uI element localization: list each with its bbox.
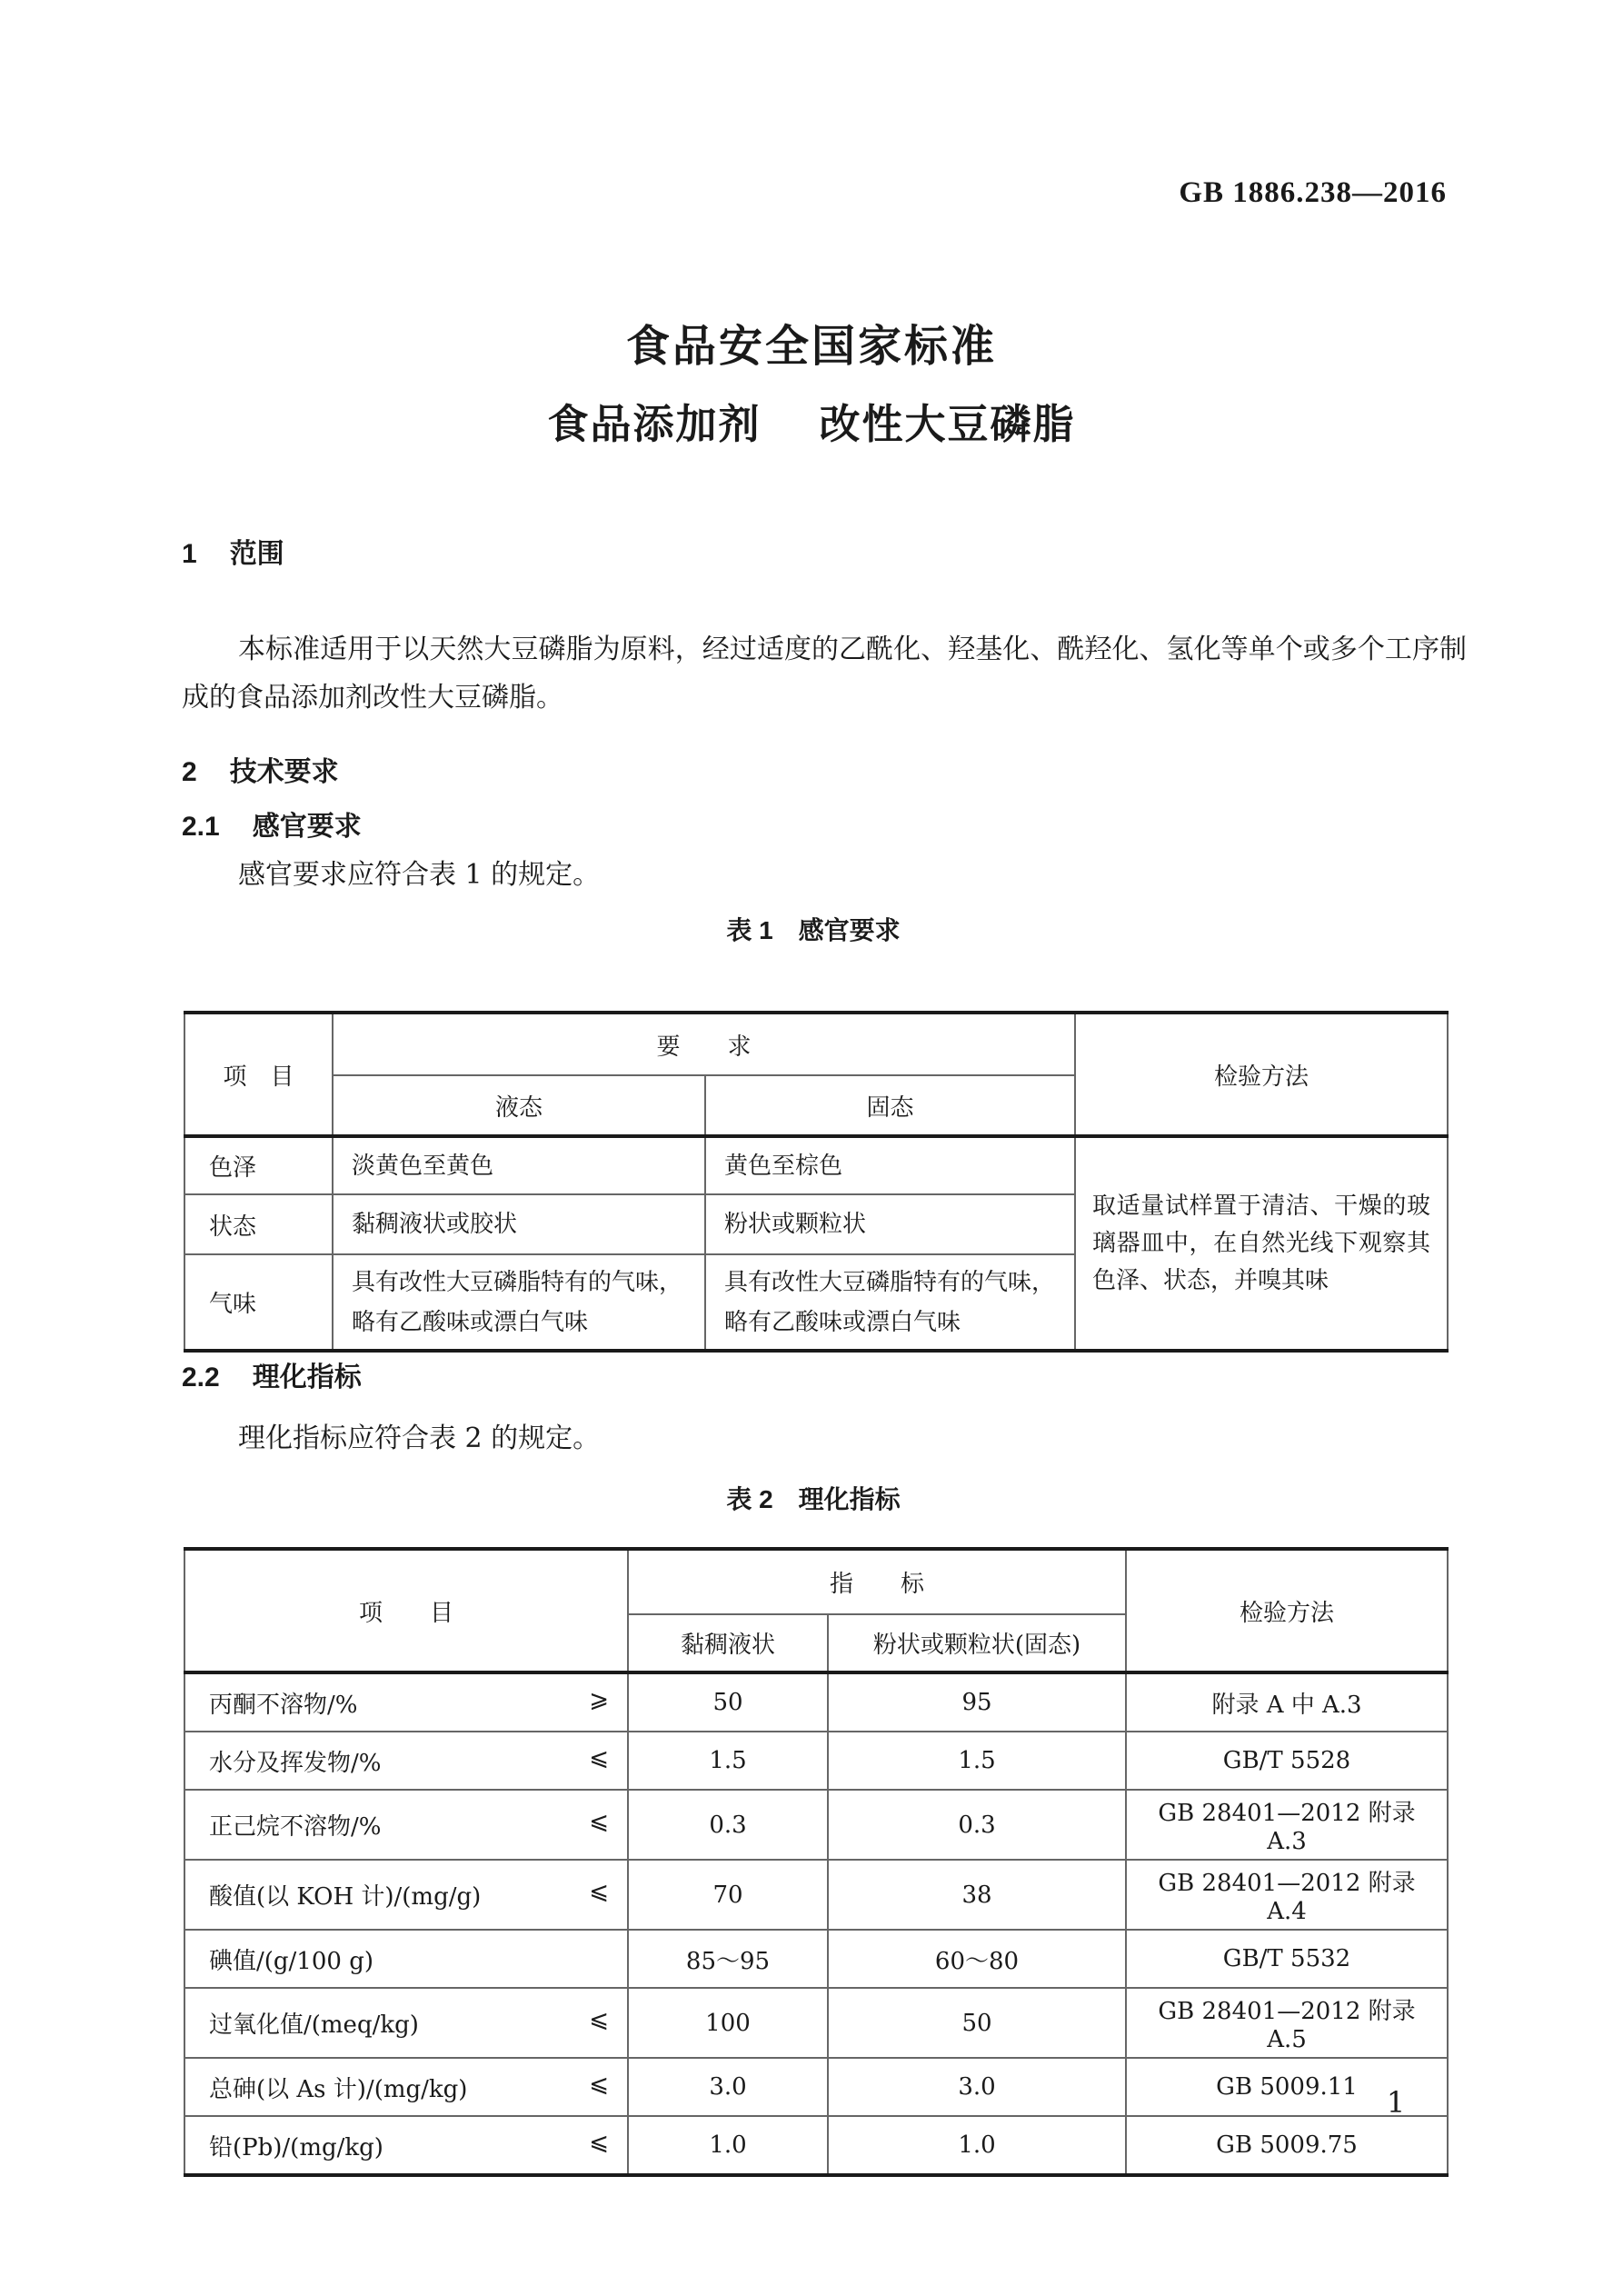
- section-2-title: 技术要求: [229, 757, 339, 787]
- section-2-1-number: 2.1: [182, 812, 220, 842]
- t1-header-item: 项 目: [184, 1013, 333, 1136]
- t2-method-cell: GB 28401—2012 附录 A.4: [1126, 1860, 1448, 1930]
- t2-powder-cell: 3.0: [828, 2058, 1126, 2116]
- t2-method-cell: GB 28401—2012 附录 A.3: [1126, 1790, 1448, 1860]
- subtitle-part2: 改性大豆磷脂: [819, 401, 1076, 447]
- t2-method-cell: GB 28401—2012 附录 A.5: [1126, 1988, 1448, 2058]
- t2-method-cell: GB/T 5532: [1126, 1930, 1448, 1988]
- table-row: [184, 1732, 1448, 1790]
- t2-item-label: 总砷(以 As 计)/(mg/kg): [209, 2075, 468, 2103]
- t1-solid-cell: 具有改性大豆磷脂特有的气味，略有乙酸味或漂白气味: [705, 1254, 1075, 1351]
- le-symbol: ⩽: [589, 2128, 609, 2156]
- t2-viscous-cell: 70: [628, 1860, 828, 1930]
- t1-method-cell: 取适量试样置于清洁、干燥的玻璃器皿中，在自然光线下观察其色泽、状态，并嗅其味: [1075, 1136, 1448, 1351]
- section-2-number: 2: [182, 757, 197, 787]
- section-2-1-paragraph: 感官要求应符合表 1 的规定。: [238, 859, 601, 891]
- t2-powder-cell: 0.3: [828, 1790, 1126, 1860]
- t2-powder-cell: 60～80: [828, 1930, 1126, 1988]
- le-symbol: ⩽: [589, 2006, 609, 2033]
- table-1-caption: 表 1 感官要求: [726, 916, 901, 944]
- t2-header-viscous: 黏稠液状: [628, 1614, 828, 1672]
- t2-viscous-cell: 50: [628, 1672, 828, 1732]
- t2-method-cell: GB 5009.11: [1126, 2058, 1448, 2116]
- t2-item-label: 水分及挥发物/%: [209, 1749, 382, 1777]
- t1-header-method: 检验方法: [1075, 1013, 1448, 1136]
- t2-method-cell: GB 5009.75: [1126, 2116, 1448, 2175]
- t2-method-cell: GB/T 5528: [1126, 1732, 1448, 1790]
- t1-liquid-cell: 具有改性大豆磷脂特有的气味，略有乙酸味或漂白气味: [333, 1254, 705, 1351]
- le-symbol: ⩽: [589, 1808, 609, 1835]
- table-row: [184, 2116, 1448, 2175]
- section-2-1-title: 感官要求: [252, 812, 362, 842]
- document-subtitle: [0, 391, 1623, 450]
- t1-header-liquid: 液态: [333, 1075, 705, 1136]
- t1-item-cell: 状态: [184, 1194, 333, 1254]
- section-1-paragraph: 本标准适用于以天然大豆磷脂为原料，经过适度的乙酰化、羟基化、酰羟化、氢化等单个或多个工序制成的食品添加剂改性大豆磷脂。: [182, 634, 1467, 714]
- t2-method-cell: 附录 A 中 A.3: [1126, 1672, 1448, 1732]
- table-row: [184, 1860, 1448, 1930]
- t2-item-cell: [184, 2058, 628, 2116]
- table-row: [184, 1672, 1448, 1732]
- le-symbol: ⩽: [589, 1743, 609, 1772]
- section-1-number: 1: [182, 539, 197, 569]
- document-title: 食品安全国家标准: [625, 323, 997, 371]
- table-row: [184, 1930, 1448, 1988]
- t1-item-cell: 气味: [184, 1254, 333, 1351]
- t2-powder-cell: 95: [828, 1672, 1126, 1732]
- t2-item-label: 过氧化值/(meq/kg): [209, 2011, 419, 2039]
- le-symbol: ⩽: [589, 2070, 609, 2098]
- section-1-title: 范围: [229, 539, 284, 569]
- t2-powder-cell: 1.0: [828, 2116, 1126, 2175]
- page-number: 1: [1386, 2085, 1406, 2120]
- t2-item-cell: [184, 1732, 628, 1790]
- t2-powder-cell: 50: [828, 1988, 1126, 2058]
- table-row: [184, 1988, 1448, 2058]
- t1-header-solid: 固态: [705, 1075, 1075, 1136]
- t2-viscous-cell: 1.5: [628, 1732, 828, 1790]
- t2-viscous-cell: 85～95: [628, 1930, 828, 1988]
- t1-solid-cell: 黄色至棕色: [705, 1136, 1075, 1194]
- table-row: [184, 1790, 1448, 1860]
- t2-item-cell: [184, 1672, 628, 1732]
- subtitle-part1: 食品添加剂: [547, 401, 762, 447]
- t1-liquid-cell: 淡黄色至黄色: [333, 1136, 705, 1194]
- table-2-caption: 表 2 理化指标: [726, 1485, 901, 1513]
- physicochemical-index-table: [184, 1547, 1449, 2177]
- section-2-1-heading: [182, 804, 362, 844]
- t2-item-label: 正己烷不溶物/%: [209, 1813, 382, 1841]
- t2-viscous-cell: 100: [628, 1988, 828, 2058]
- t1-liquid-cell: 黏稠液状或胶状: [333, 1194, 705, 1254]
- t2-item-cell: [184, 1988, 628, 2058]
- section-2-2-paragraph: 理化指标应符合表 2 的规定。: [238, 1423, 601, 1454]
- t2-header-index: 指 标: [628, 1549, 1126, 1614]
- le-symbol: ⩽: [589, 1878, 609, 1905]
- t2-viscous-cell: 0.3: [628, 1790, 828, 1860]
- standard-number: GB 1886.238—2016: [1179, 176, 1447, 209]
- section-2-heading: [182, 749, 339, 789]
- sensory-requirements-table: [184, 1011, 1449, 1353]
- section-2-2-heading: [182, 1354, 362, 1394]
- t2-item-label: 酸值(以 KOH 计)/(mg/g): [209, 1883, 482, 1911]
- t2-item-cell: [184, 1790, 628, 1860]
- t2-header-method: 检验方法: [1126, 1549, 1448, 1672]
- t2-item-label: 丙酮不溶物/%: [209, 1691, 358, 1719]
- t2-viscous-cell: 1.0: [628, 2116, 828, 2175]
- section-2-2-title: 理化指标: [252, 1363, 362, 1393]
- t2-powder-cell: 38: [828, 1860, 1126, 1930]
- t1-item-cell: 色泽: [184, 1136, 333, 1194]
- section-2-2-number: 2.2: [182, 1363, 220, 1393]
- t2-item-label: 碘值/(g/100 g): [209, 1947, 373, 1975]
- t2-powder-cell: 1.5: [828, 1732, 1126, 1790]
- ge-symbol: ⩾: [589, 1685, 609, 1713]
- t2-item-cell: [184, 2116, 628, 2175]
- table-row: [184, 2058, 1448, 2116]
- section-1-heading: [182, 531, 284, 571]
- t2-header-powder: 粉状或颗粒状(固态): [828, 1614, 1126, 1672]
- t2-item-cell: [184, 1860, 628, 1930]
- t1-header-requirement: 要 求: [333, 1013, 1075, 1075]
- t2-item-cell: [184, 1930, 628, 1988]
- t1-solid-cell: 粉状或颗粒状: [705, 1194, 1075, 1254]
- t2-viscous-cell: 3.0: [628, 2058, 828, 2116]
- t2-header-item: 项 目: [184, 1549, 628, 1672]
- t2-item-label: 铅(Pb)/(mg/kg): [209, 2133, 383, 2161]
- table-row: [184, 1136, 1448, 1194]
